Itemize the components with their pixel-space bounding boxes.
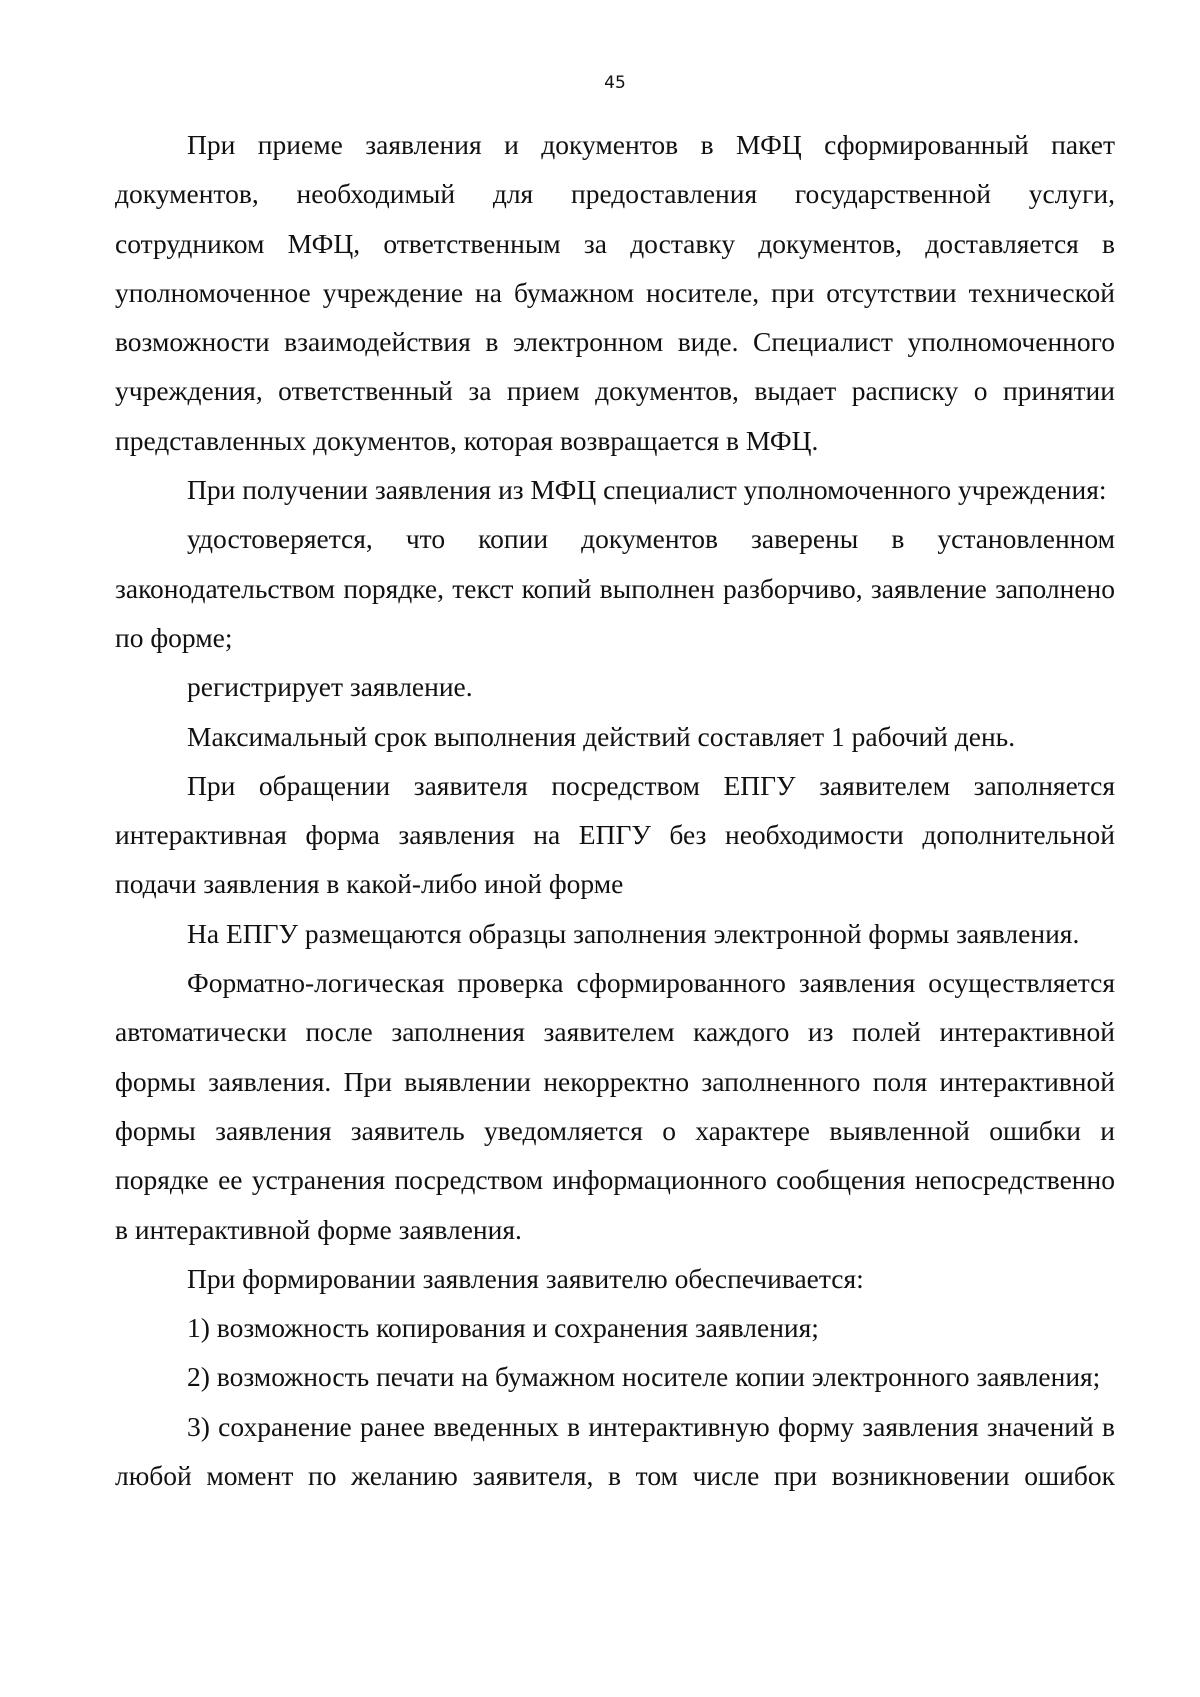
paragraph-registers: регистрирует заявление. (187, 671, 473, 703)
list-item-copy-save: 1) возможность копирования и сохранения заявления; (187, 1312, 819, 1344)
paragraph-max-term: Максимальный срок выполнения действий составляет 1 рабочий день. (187, 720, 1016, 752)
document-body (115, 120, 1115, 1500)
paragraph-format-check: Форматно-логическая проверка сформированного заявления осуществляется автоматически после заполнения заявителем каждого из полей интерактивной формы заявления. При выявлении некорректно заполненного поля интерактивной формы заявления заявитель уведомляется о характере выявленной ошибки и порядке ее устранения посредством информационного сообщения непосредственно в интерактивной форме заявления. (115, 967, 1115, 1245)
list-item-save-values: 3) сохранение ранее введенных в интерактивную форму заявления значений в любой момент по желанию заявителя, в том числе при возникновении ошибок (115, 1410, 1115, 1492)
paragraph-epgu-samples: На ЕПГУ размещаются образцы заполнения электронной формы заявления. (187, 917, 1080, 949)
paragraph-mfc-delivery: При приеме заявления и документов в МФЦ сформированный пакет документов, необходимый для предоставления государственной услуги, сотрудником МФЦ, ответственным за доставку документов, доставляется в уполномоченное учреждение на бумажном носителе, при отсутствии технической возможности взаимодействия в электронном виде. Специалист уполномоченного учреждения, ответственный за прием документов, выдает расписку о принятии представленных документов, которая возвращается в МФЦ. (115, 129, 1115, 456)
page-number: 45 (604, 73, 626, 93)
paragraph-verifies-copies: удостоверяется, что копии документов заверены в установленном законодательством порядке, текст копий выполнен разборчиво, заявление заполнено по форме; (115, 523, 1115, 653)
paragraph-receipt-from-mfc: При получении заявления из МФЦ специалист уполномоченного учреждения: (187, 474, 1107, 506)
list-item-print: 2) возможность печати на бумажном носителе копии электронного заявления; (187, 1361, 1101, 1393)
paragraph-epgu-application: При обращении заявителя посредством ЕПГУ заявителем заполняется интерактивная форма заявления на ЕПГУ без необходимости дополнительной подачи заявления в какой-либо иной форме (115, 769, 1115, 900)
paragraph-provided-features: При формировании заявления заявителю обеспечивается: (187, 1262, 864, 1294)
